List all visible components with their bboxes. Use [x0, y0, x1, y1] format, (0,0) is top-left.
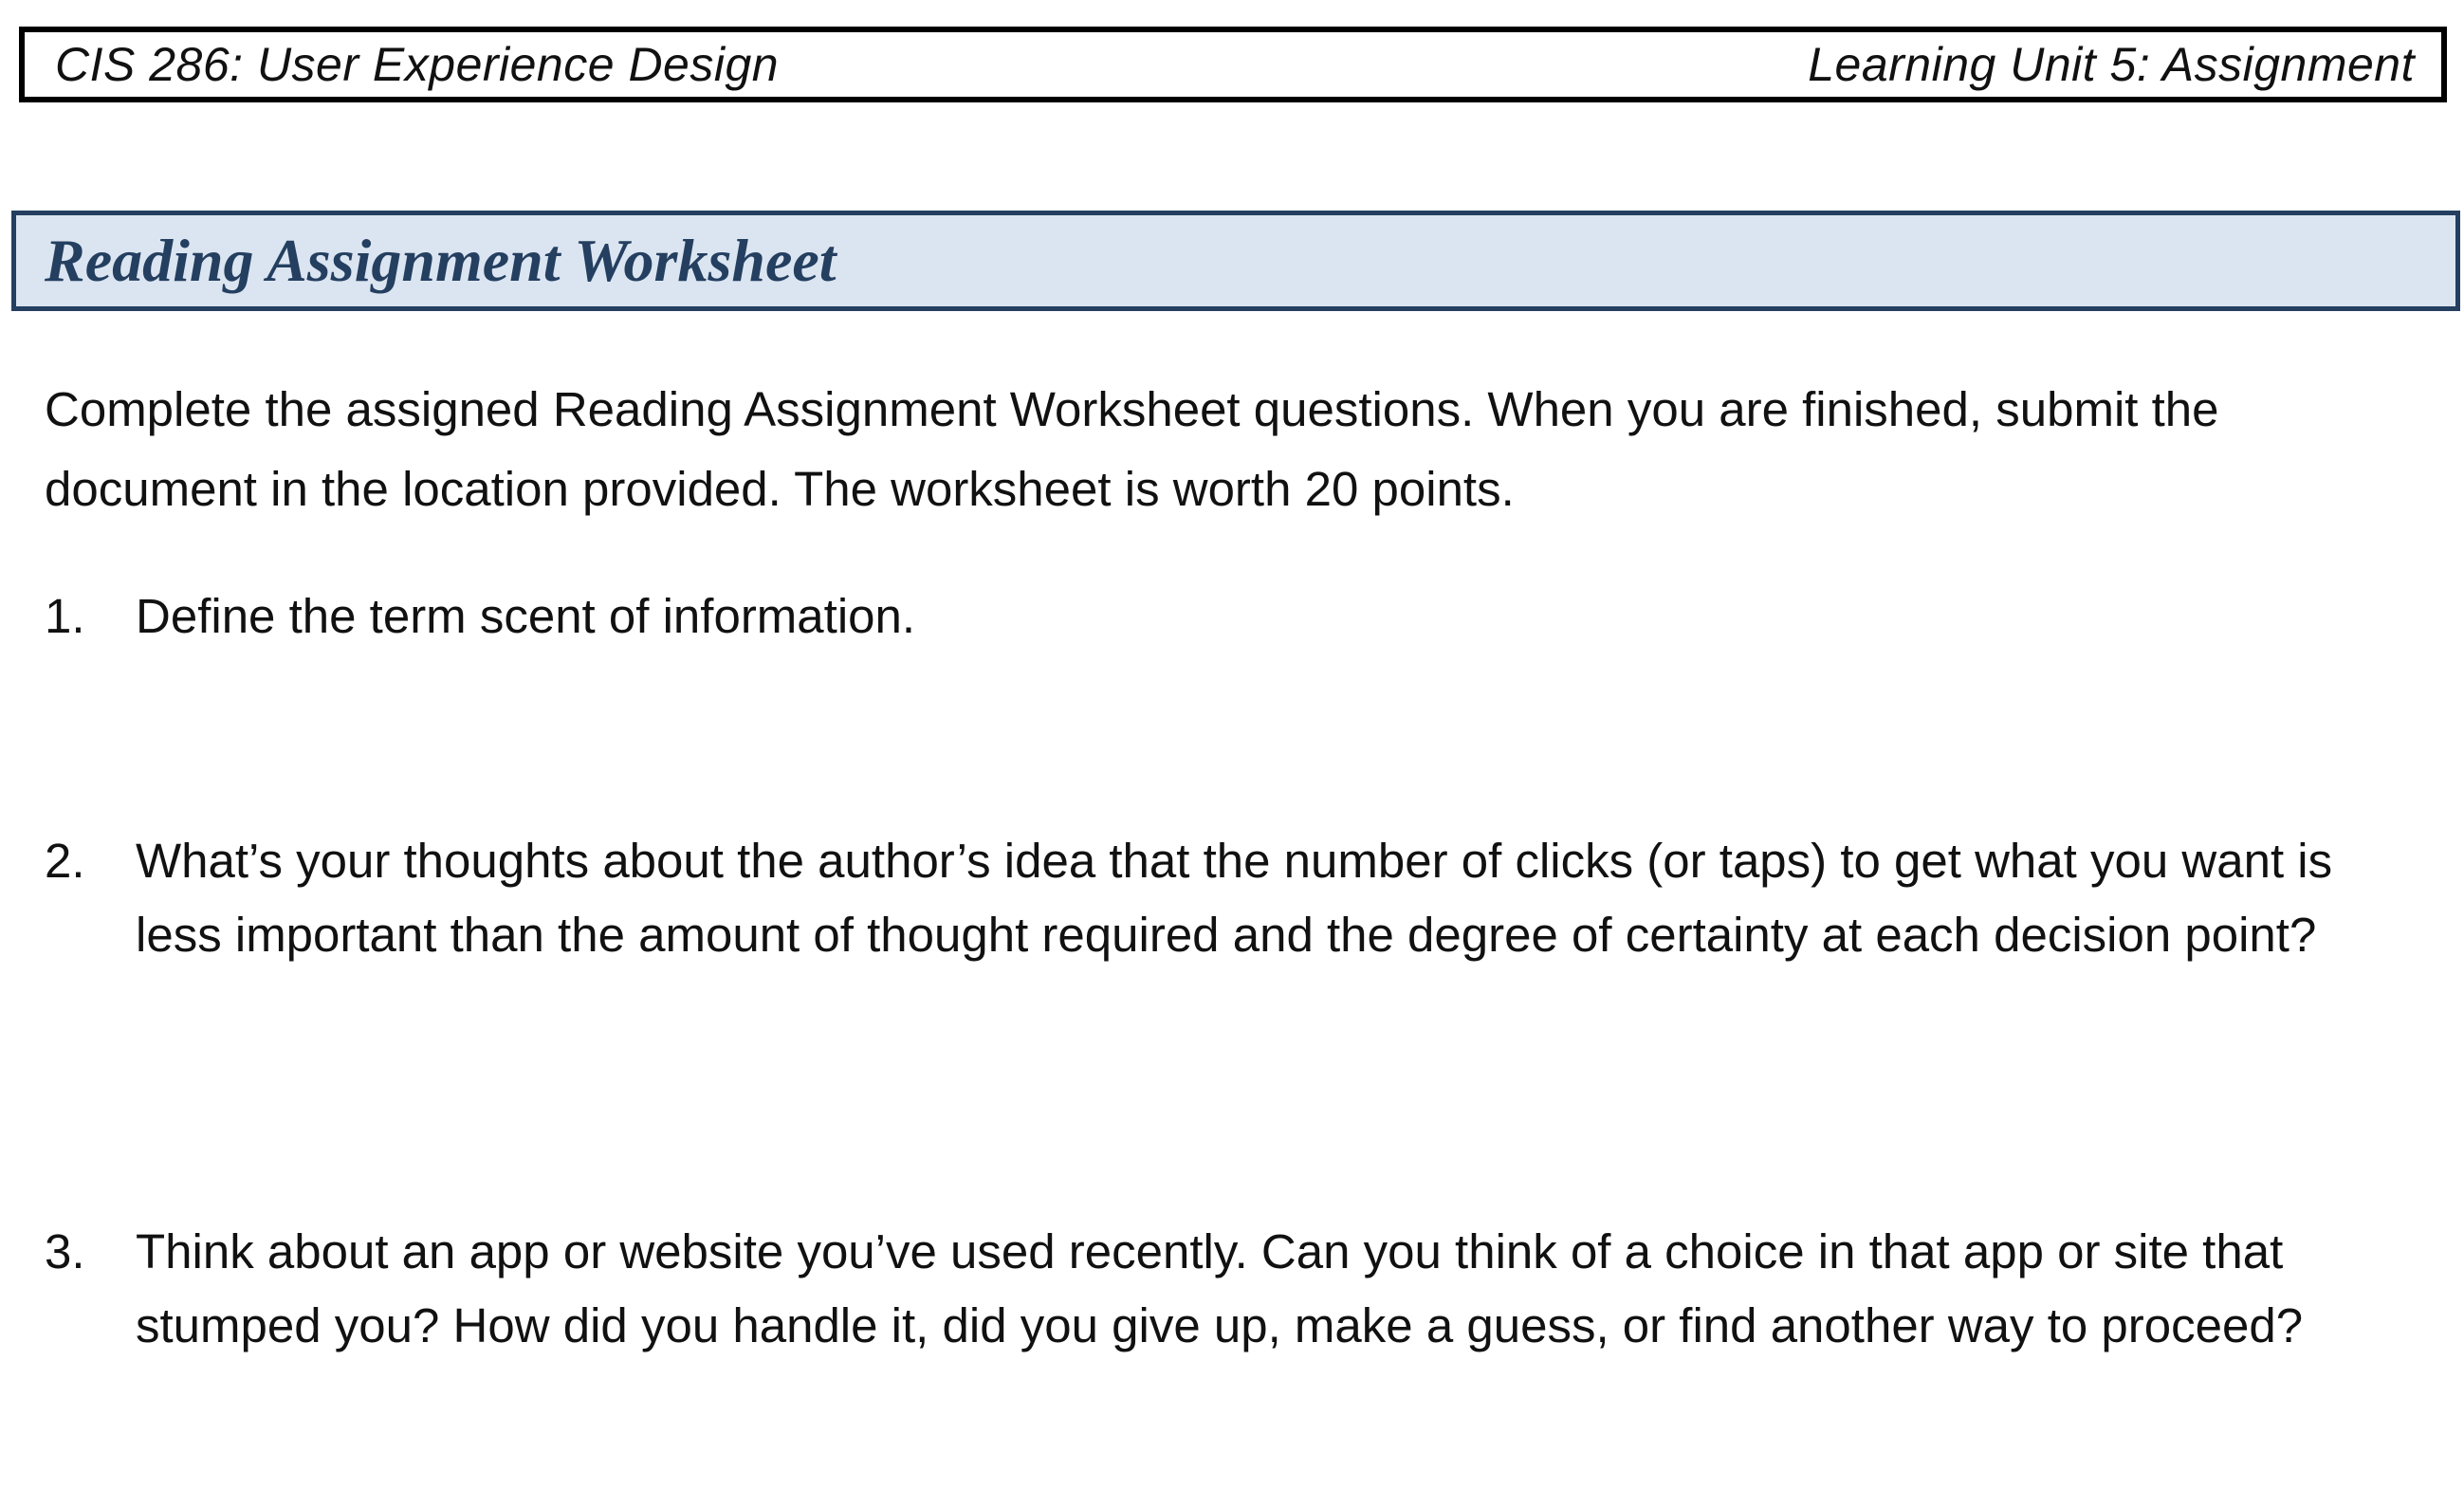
- question-item: [45, 579, 2416, 653]
- question-item: [45, 824, 2416, 972]
- course-title: CIS 286: User Experience Design: [55, 38, 780, 91]
- question-number: 2.: [45, 834, 85, 888]
- page-header: [19, 27, 2447, 102]
- question-text: Think about an app or website you’ve used recently. Can you think of a choice in that app or site that stumped you? How did you handle it, did you give up, make a guess, or find another way to proceed?: [136, 1224, 2304, 1352]
- worksheet-title-banner: [11, 211, 2460, 311]
- worksheet-title: Reading Assignment Worksheet: [45, 227, 837, 294]
- question-item: [45, 1215, 2416, 1363]
- question-text: Define the term scent of information.: [136, 589, 916, 643]
- question-number: 3.: [45, 1224, 85, 1278]
- question-number: 1.: [45, 589, 85, 643]
- instructions-paragraph: Complete the assigned Reading Assignment Worksheet questions. When you are finished, submit the document in the location provided. The worksheet is worth 20 points.: [45, 382, 2219, 516]
- question-text: What’s your thoughts about the author’s idea that the number of clicks (or taps) to get what you want is less important than the amount of thought required and the degree of certainty at each decision point?: [136, 834, 2333, 962]
- unit-title: Learning Unit 5: Assignment: [1808, 38, 2415, 91]
